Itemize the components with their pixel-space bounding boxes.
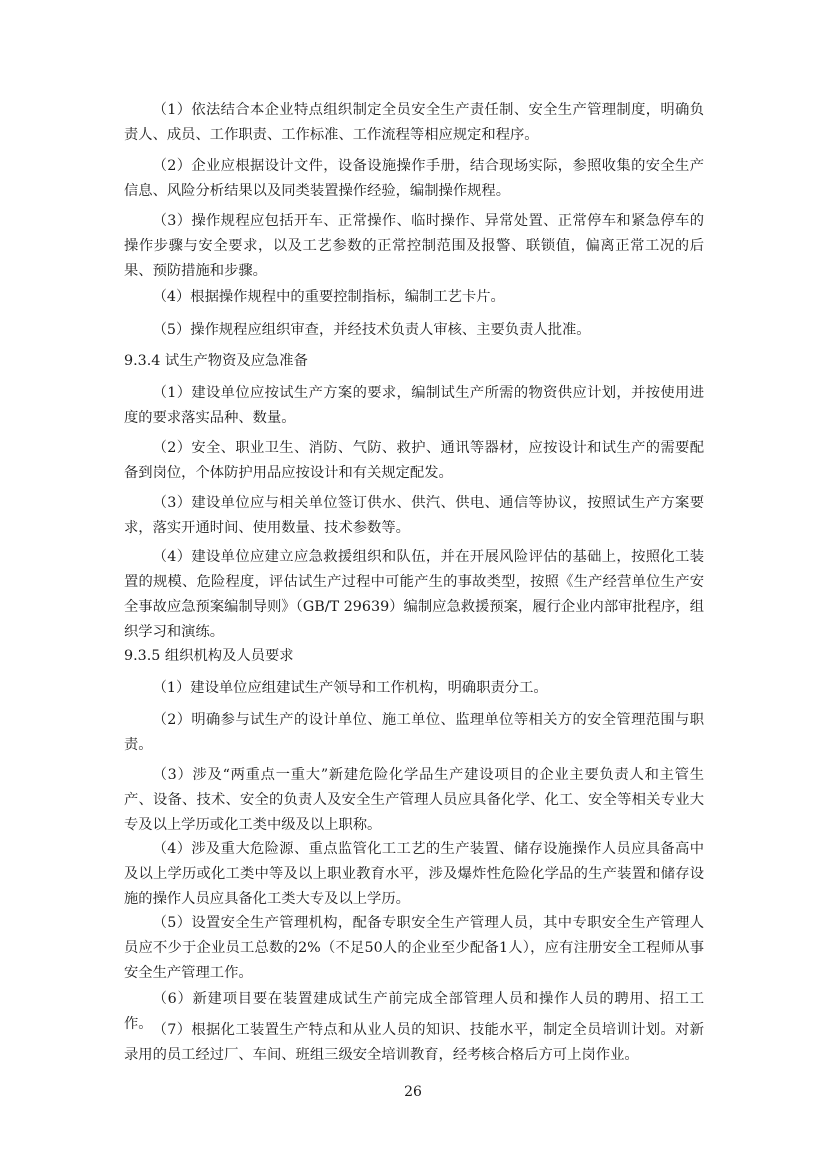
paragraph-934-1: （1）建设单位应按试生产方案的要求，编制试生产所需的物资供应计划，并按使用进度的要求落实品种、数量。	[124, 385, 704, 426]
paragraph-935-6: （6）新建项目要在装置建成试生产前完成全部管理人员和操作人员的聘用、招工工作。	[124, 991, 704, 1032]
paragraph-a3: （3）操作规程应包括开车、正常操作、临时操作、异常处置、正常停车和紧急停车的操作步骤与安全要求，以及工艺参数的正常控制范围及报警、联锁值，偏离正常工况的后果、预防措施和步骤。	[124, 213, 704, 279]
paragraph-935-7: （7）根据化工装置生产特点和从业人员的知识、技能水平，制定全员培训计划。对新录用的员工经过厂、车间、班组三级安全培训教育，经考核合格后方可上岗作业。	[124, 1022, 704, 1063]
paragraph-935-2: （2）明确参与试生产的设计单位、施工单位、监理单位等相关方的安全管理范围与职责。	[124, 712, 704, 753]
paragraph-935-1: （1）建设单位应组建试生产领导和工作机构，明确职责分工。	[152, 680, 548, 696]
paragraph-a1: （1）依法结合本企业特点组织制定全员安全生产责任制、安全生产管理制度，明确负责人、成员、工作职责、工作标准、工作流程等相应规定和程序。	[124, 102, 704, 143]
paragraph-934-3: （3）建设单位应与相关单位签订供水、供汽、供电、通信等协议，按照试生产方案要求，落实开通时间、使用数量、技术参数等。	[124, 495, 704, 536]
paragraph-934-4: （4）建设单位应建立应急救援组织和队伍，并在开展风险评估的基础上，按照化工装置的规模、危险程度，评估试生产过程中可能产生的事故类型，按照《生产经营单位生产安全事故应急预案编制导则》（GB/T 29639）编制应急救援预案，履行企业内部审批程序，组织学习和演练。	[124, 549, 704, 640]
paragraph-934-2: （2）安全、职业卫生、消防、气防、救护、通讯等器材，应按设计和试生产的需要配备到岗位，个体防护用品应按设计和有关规定配发。	[124, 440, 704, 481]
paragraph-935-5: （5）设置安全生产管理机构，配备专职安全生产管理人员，其中专职安全生产管理人员应不少于企业员工总数的2%（不足50人的企业至少配备1人），应有注册安全工程师从事安全生产管理工作。	[124, 915, 704, 981]
paragraph-a4: （4）根据操作规程中的重要控制指标，编制工艺卡片。	[152, 289, 505, 305]
paragraph-935-4: （4）涉及重大危险源、重点监管化工工艺的生产装置、储存设施操作人员应具备高中及以上学历或化工类中等及以上职业教育水平，涉及爆炸性危险化学品的生产装置和储存设施的操作人员应具备化工类大专及以上学历。	[124, 841, 704, 907]
section-heading-9-3-4: 9.3.4 试生产物资及应急准备	[124, 353, 308, 369]
paragraph-a2: （2）企业应根据设计文件，设备设施操作手册，结合现场实际，参照收集的安全生产信息、风险分析结果以及同类装置操作经验，编制操作规程。	[124, 158, 704, 199]
paragraph-935-3: （3）涉及“两重点一重大”新建危险化学品生产建设项目的企业主要负责人和主管生产、设备、技术、安全的负责人及安全生产管理人员应具备化学、化工、安全等相关专业大专及以上学历或化工类中级及以上职称。	[124, 767, 704, 833]
paragraph-a5: （5）操作规程应组织审查，并经技术负责人审核、主要负责人批准。	[152, 322, 591, 338]
section-heading-9-3-5: 9.3.5 组织机构及人员要求	[124, 648, 294, 664]
page-number: 26	[404, 1084, 422, 1100]
